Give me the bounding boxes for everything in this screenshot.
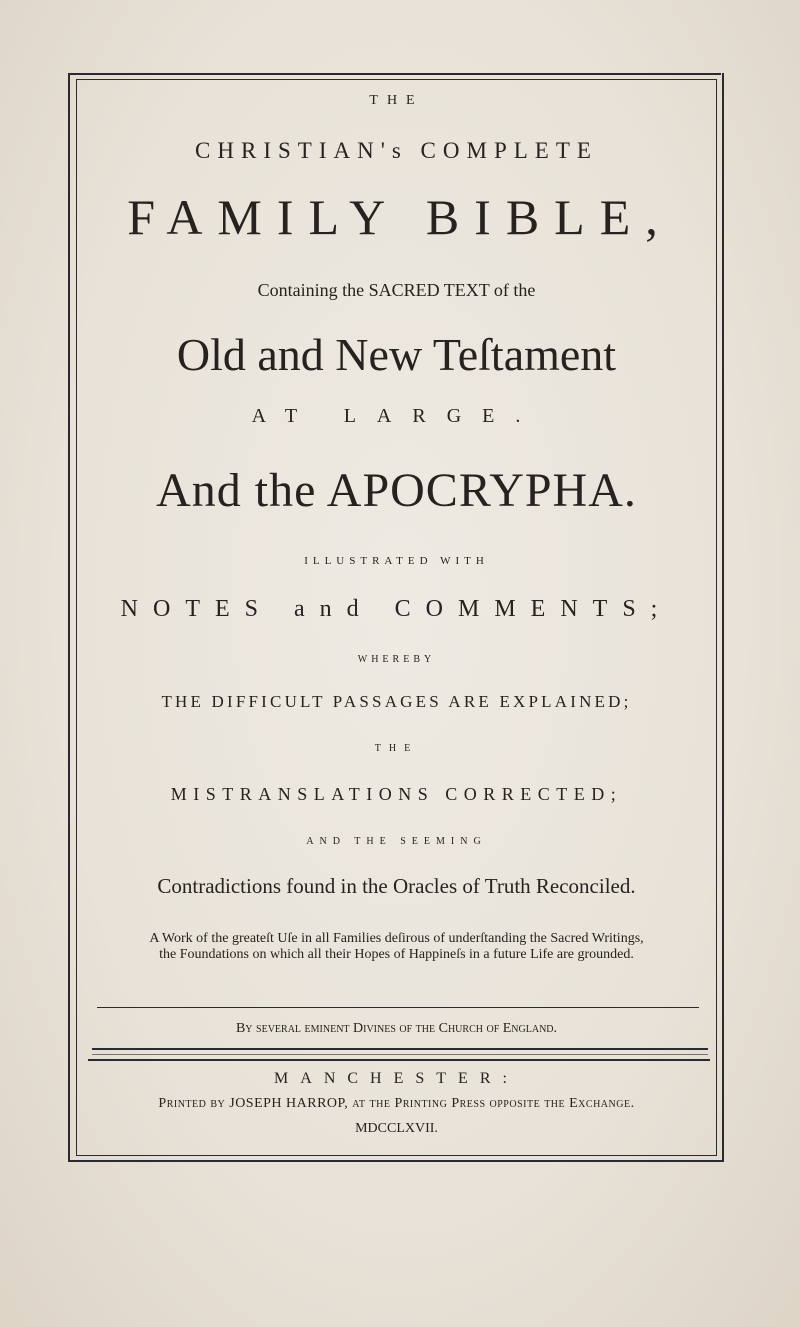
contradictions-line: Contradictions found in the Oracles of Truth Reconciled. — [157, 874, 636, 898]
by-divines: By ſeveral eminent Divines of the Church of England. — [235, 1021, 558, 1036]
the-heading: THE — [369, 93, 424, 108]
mistranslations-corrected: MISTRANSLATIONS CORRECTED; — [170, 784, 623, 804]
at-large: AT LARGE. — [251, 405, 542, 427]
containing-line: Containing the SACRED TEXT of the — [257, 280, 536, 300]
border-outer-top — [69, 73, 721, 75]
border-outer-left — [68, 73, 70, 1162]
apocrypha-line: And the APOCRYPHA. — [156, 464, 637, 517]
illustrated-with: ILLUSTRATED WITH — [304, 555, 489, 567]
notes-and-comments: NOTES and COMMENTS; — [120, 596, 673, 622]
border-outer-bottom — [69, 1160, 724, 1162]
difficult-passages: THE DIFFICULT PASSAGES ARE EXPLAINED; — [161, 692, 632, 711]
printed-by: Printed by JOSEPH HARROP, at the Printing Press oppoſite the Exchange. — [158, 1096, 635, 1111]
divider-rule — [97, 1007, 699, 1008]
double-rule-bottom — [88, 1059, 710, 1061]
double-rule-top — [92, 1048, 708, 1050]
border-outer-right — [722, 73, 724, 1162]
manchester: MANCHESTER: — [274, 1070, 519, 1087]
year: MDCCLXVII. — [355, 1121, 438, 1136]
the-subheading: THE — [374, 743, 419, 754]
whereby: WHEREBY — [357, 654, 436, 665]
and-the-seeming: AND THE SEEMING — [306, 836, 487, 847]
christians-complete: CHRISTIAN's COMPLETE — [195, 138, 598, 163]
border-inner-top — [76, 79, 717, 80]
work-line-1: A Work of the greateſt Uſe in all Families deſirous of underſtanding the Sacred Writings, — [149, 931, 644, 946]
old-new-testament: Old and New Teſtament — [176, 329, 617, 380]
family-bible-title: FAMILY BIBLE, — [127, 189, 673, 245]
work-line-2: the Foundations on which all their Hopes of Happineſs in a future Life are grounded. — [159, 947, 634, 962]
border-inner-bottom — [76, 1155, 717, 1156]
double-rule-middle — [92, 1054, 708, 1055]
